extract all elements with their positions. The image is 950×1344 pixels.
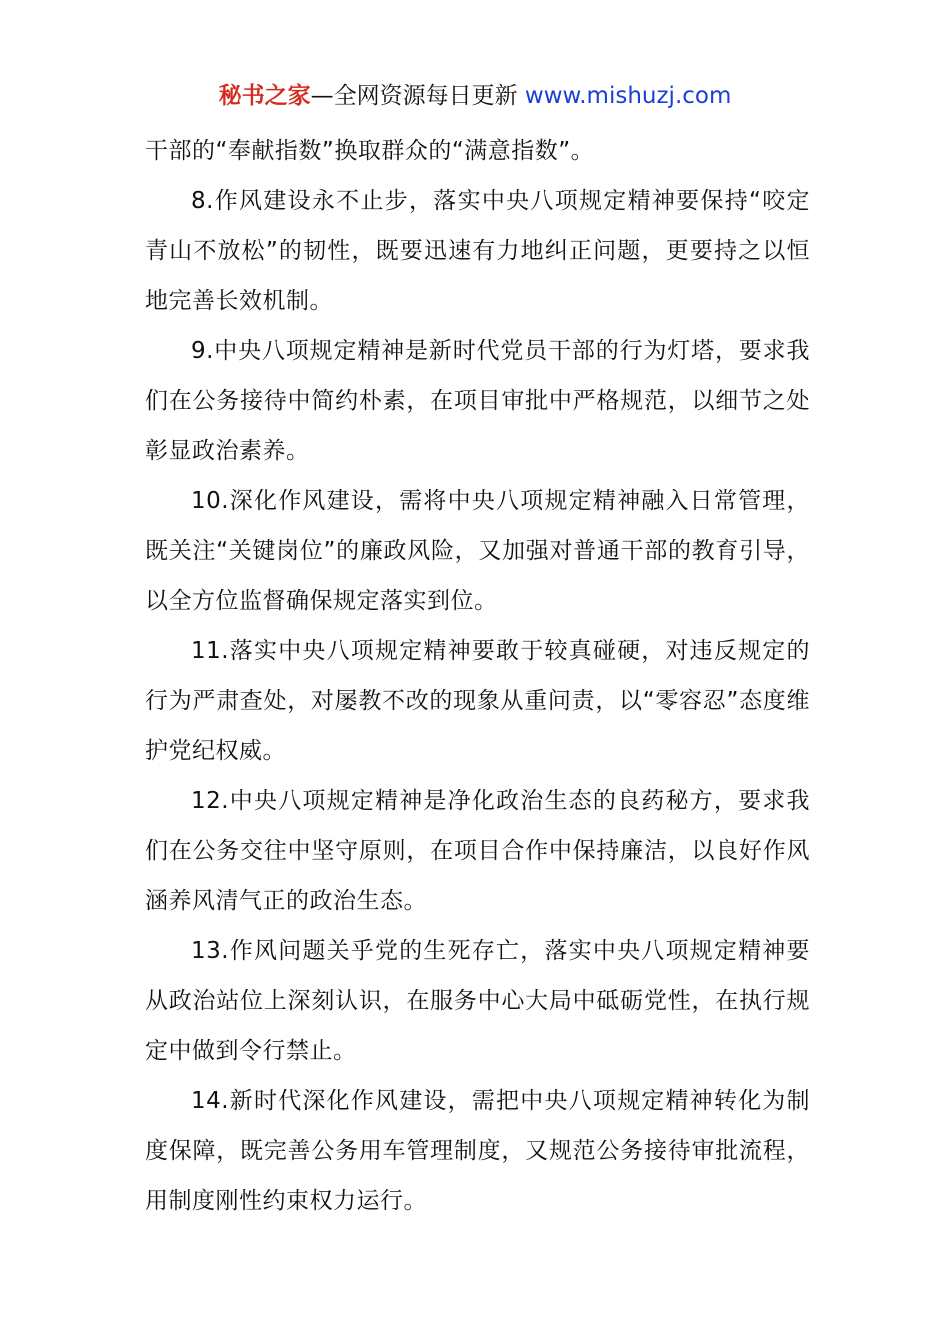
page-header (0, 78, 950, 114)
paragraph-9: 9.中央八项规定精神是新时代党员干部的行为灯塔，要求我们在公务接待中简约朴素，在项目审批中严格规范，以细节之处彰显政治素养。 (145, 338, 810, 464)
paragraph-12: 12.中央八项规定精神是净化政治生态的良药秘方，要求我们在公务交往中坚守原则，在项目合作中保持廉洁，以良好作风涵养风清气正的政治生态。 (145, 788, 810, 914)
header-tagline: —全网资源每日更新 (310, 83, 525, 109)
continuation-paragraph: 干部的“奉献指数”换取群众的“满意指数”。 (145, 138, 595, 164)
brand-name: 秘书之家 (218, 83, 311, 109)
paragraph-8: 8.作风建设永不止步，落实中央八项规定精神要保持“咬定青山不放松”的韧性，既要迅速有力地纠正问题，更要持之以恒地完善长效机制。 (145, 188, 810, 314)
paragraph-11: 11.落实中央八项规定精神要敢于较真碰硬，对违反规定的行为严肃查处，对屡教不改的现象从重问责，以“零容忍”态度维护党纪权威。 (145, 638, 810, 764)
paragraph-10: 10.深化作风建设，需将中央八项规定精神融入日常管理，既关注“关键岗位”的廉政风险，又加强对普通干部的教育引导，以全方位监督确保规定落实到位。 (145, 488, 810, 614)
paragraph-14: 14.新时代深化作风建设，需把中央八项规定精神转化为制度保障，既完善公务用车管理制度，又规范公务接待审批流程，用制度刚性约束权力运行。 (145, 1088, 810, 1214)
paragraph-13: 13.作风问题关乎党的生死存亡，落实中央八项规定精神要从政治站位上深刻认识，在服务中心大局中砥砺党性，在执行规定中做到令行禁止。 (145, 938, 810, 1064)
site-url-link[interactable]: www.mishuzj.com (524, 83, 732, 109)
document-body (145, 126, 810, 1226)
